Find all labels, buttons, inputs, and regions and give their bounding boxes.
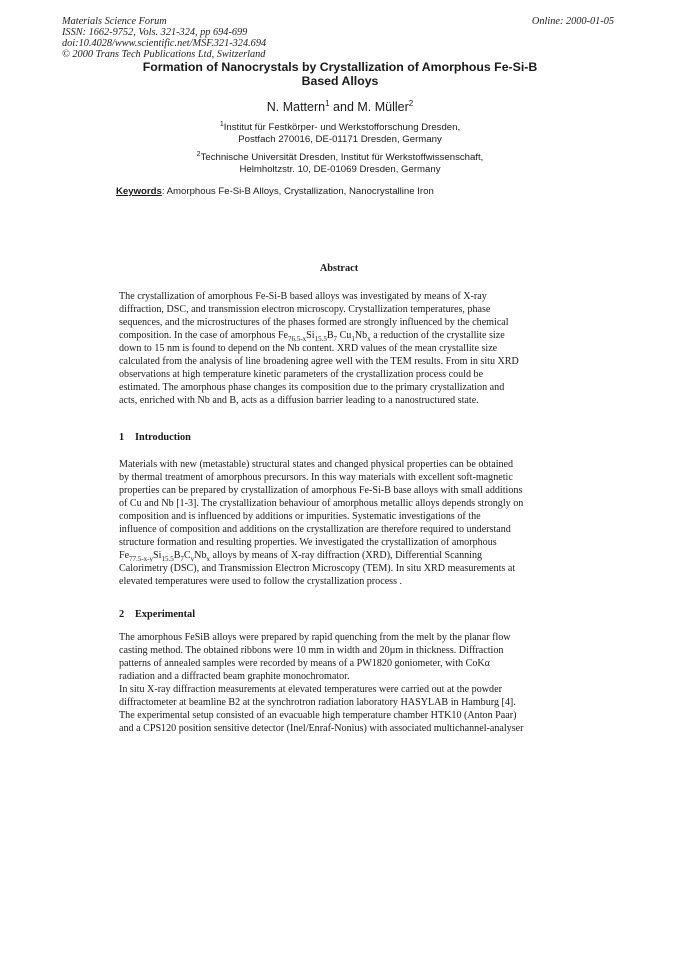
intro-line: structure formation and resulting properties. We investigated the crystallization of amorphous [119,537,497,548]
abstract-line: observations at high temperature kinetic parameters of the crystallization process could be [119,369,484,380]
author-1-affil: 1 [325,98,330,108]
affiliation-2-line2: Helmholtzstr. 10, DE-01069 Dresden, Germany [239,164,441,175]
intro-line: influence of composition and additions on the crystallization are therefore required to understand [119,524,511,535]
abstract-line: diffraction, DSC, and transmission electron microscopy. Crystallization temperatures, phase [119,304,491,315]
abstract-line: down to 15 nm is found to depend on the Nb content. XRD values of the mean crystallite size [119,343,498,354]
experimental-line: casting method. The obtained ribbons were 10 mm in width and 20µm in thickness. Diffraction [119,645,504,656]
section-title: Introduction [135,432,191,443]
intro-line: by thermal treatment of amorphous precursors. In this way materials with excellent soft-magnetic [119,472,513,483]
intro-line-formula: $Fe_{77.5-x-y}Si_{15.5}B_7C_yNb_x$ alloys by means of X-ray diffraction (XRD), Differential Scanning [119,550,483,562]
affiliation-2 [60,152,620,176]
section-number: 2 [119,609,125,620]
affiliation-1-line2: Postfach 270016, DE-01171 Dresden, Germany [238,134,442,145]
author-2-affil: 2 [408,98,414,108]
introduction-body [119,458,565,588]
abstract-line: calculated from the analysis of line broadening agree well with the TEM results. From in situ XRD [119,356,519,367]
keywords-label: Keywords [116,186,162,197]
experimental-line: radiation and a diffracted beam graphite monochromator. [119,671,350,682]
journal-issn: ISSN: 1662-9752, Vols. 321-324, pp 694-699 [62,27,248,38]
intro-line: Materials with new (metastable) structural states and changed physical properties can be obtained [119,459,514,470]
journal-header [62,16,266,60]
experimental-line: The amorphous FeSiB alloys were prepared by rapid quenching from the melt by the planar flow [119,632,511,643]
experimental-line: diffractometer at beamline B2 at the synchrotron radiation laboratory HASYLAB in Hamburg [4]. [119,697,516,708]
online-date: Online: 2000-01-05 [531,16,614,27]
abstract-line: sequences, and the microstructures of the phases formed are strongly influenced by the chemical [119,317,509,328]
authors-and: and [329,100,358,114]
intro-line: elevated temperatures were used to follow the crystallization process . [119,576,403,587]
section-heading-experimental [119,609,195,620]
abstract-line: estimated. The amorphous phase changes its composition due to the primary crystallization and [119,382,505,393]
abstract-line: The crystallization of amorphous Fe-Si-B based alloys was investigated by means of X-ray [119,291,487,302]
intro-line: composition and is influenced by additions or impurities. Systematic investigations of the [119,511,481,522]
paper-title-line2: Based Alloys [301,74,379,88]
experimental-line: The experimental setup consisted of an evacuable high temperature chamber HTK10 (Anton Paar) [119,710,517,721]
paper-title [60,60,620,88]
paper-title-line1: Formation of Nanocrystals by Crystallization of Amorphous Fe-Si-B [142,60,538,74]
journal-copyright: © 2000 Trans Tech Publications Ltd, Switzerland [62,49,266,60]
intro-line: Calorimetry (DSC), and Transmission Electron Microscopy (TEM). In situ XRD measurements at [119,563,516,574]
journal-name: Materials Science Forum [62,16,167,27]
affiliation-1-mark: 1 [219,120,224,128]
keywords [116,186,434,197]
section-heading-introduction [119,432,191,443]
section-title: Experimental [135,609,196,620]
experimental-body [119,631,565,735]
abstract-body [119,290,565,407]
experimental-line: and a CPS120 position sensitive detector (Inel/Enraf-Nonius) with associated multichannel-analyser [119,723,524,734]
intro-line: properties can be prepared by crystallization of amorphous Fe-Si-B base alloys with small additions [119,485,523,496]
authors [60,100,620,114]
abstract-heading: Abstract [319,263,359,274]
affiliation-2-line1: Technische Universität Dresden, Institut für Werkstoffwissenschaft, [200,152,484,163]
journal-doi: doi:10.4028/www.scientific.net/MSF.321-324.694 [62,38,267,49]
affiliation-1 [60,122,620,146]
experimental-line: In situ X-ray diffraction measurements at elevated temperatures were carried out at the powder [119,684,502,695]
author-2: M. Müller [357,100,409,114]
intro-line: of Cu and Nb [1-3]. The crystallization behaviour of amorphous metallic alloys depends strongly on [119,498,524,509]
affiliation-2-mark: 2 [196,150,201,158]
keywords-text: : Amorphous Fe-Si-B Alloys, Crystallization, Nanocrystalline Iron [161,186,434,197]
section-number: 1 [119,432,125,443]
abstract-line-formula: composition. In the case of amorphous $Fe_{76.5-x}Si_{15.5}B_7$ $Cu_1Nb_x$ a reduction of the crystallite size [119,330,505,342]
affiliation-1-line1: Institut für Festkörper- und Werkstofforschung Dresden, [223,122,461,133]
author-1: N. Mattern [266,100,326,114]
abstract-line: acts, enriched with Nb and B, acts as a diffusion barrier leading to a nanostructured state. [119,395,479,406]
experimental-line: patterns of annealed samples were recorded by means of a PW1820 goniometer, with CoKα [119,658,490,669]
